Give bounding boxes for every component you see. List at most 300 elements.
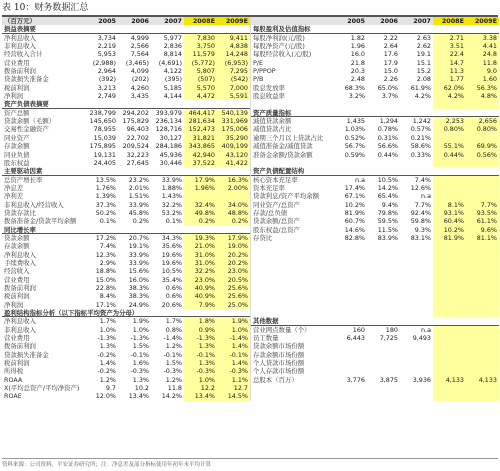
table-row: [2, 342, 250, 350]
table-row: [2, 376, 250, 384]
forecast-value-cell: [433, 176, 466, 184]
value-cell: [400, 351, 433, 359]
empty-cell: [433, 251, 466, 259]
spacer-row: [251, 276, 499, 284]
left-panel: [2, 17, 251, 401]
value-cell: 92.4%: [410, 208, 431, 217]
value-cell: 9.3%: [414, 225, 431, 234]
table-row: [251, 176, 499, 184]
forecast-value-cell: [433, 334, 466, 342]
year-header-forecast: 2009E: [466, 17, 499, 25]
value-cell: (3,465): [125, 58, 149, 67]
table-row: [2, 276, 250, 284]
table-row: [2, 259, 250, 267]
empty-cell: [466, 276, 499, 284]
table-row: [251, 75, 499, 83]
empty-cell: [251, 309, 334, 317]
table-row: [251, 334, 499, 342]
row-label: 准备金余额/贷款余额: [253, 150, 313, 159]
forecast-value-cell: [433, 192, 466, 200]
forecast-value-cell: 40.9%: [184, 292, 217, 300]
forecast-value-cell: -0.1%: [184, 351, 217, 359]
value-cell: 1.76%: [95, 183, 116, 192]
row-label: 贷款损失准备金: [4, 350, 49, 359]
year-header: 2006: [380, 17, 398, 25]
value-cell: 5,977: [163, 33, 182, 42]
spacer-row: [251, 259, 499, 267]
empty-cell: [433, 384, 466, 392]
empty-cell: [251, 267, 334, 275]
value-cell: 4,260: [130, 83, 149, 92]
row-label: 贷款余额（毛额）: [4, 117, 56, 126]
row-label: 拨备前利润: [4, 284, 36, 292]
value-cell: 33.9%: [128, 250, 149, 259]
value-cell: 14.6%: [344, 225, 365, 234]
row-label: 每股净资产(元/股): [253, 42, 305, 51]
table-row: [2, 326, 250, 334]
forecast-value-cell: [466, 192, 499, 200]
section-title: 其他数据: [251, 317, 499, 325]
table-row: [251, 367, 499, 375]
row-label: 营业网点数量（个）: [253, 325, 311, 334]
forecast-value-cell: 0.44%: [433, 151, 466, 159]
row-label: 所得税: [4, 367, 24, 376]
value-cell: -1.3%: [130, 334, 149, 343]
value-cell: -0.2%: [97, 350, 116, 359]
value-cell: [334, 342, 367, 350]
forecast-value-cell: 17.9%: [184, 176, 217, 184]
value-cell: 14.2%: [161, 392, 182, 401]
empty-cell: [334, 276, 367, 284]
value-cell: 10.2%: [344, 200, 365, 209]
forecast-value-cell: 0.9%: [184, 326, 217, 334]
value-cell: 1.82: [350, 33, 365, 42]
row-label: 同业资产: [4, 133, 30, 142]
forecast-value-cell: 7.9%: [184, 301, 217, 309]
row-label: 非利息收入: [4, 325, 36, 334]
forecast-value-cell: 31,821: [184, 134, 217, 142]
row-label: 净利息收入: [4, 317, 36, 326]
spacer-row: [251, 159, 499, 167]
table-row: [2, 134, 250, 142]
empty-cell: [334, 284, 367, 292]
empty-cell: [466, 159, 499, 167]
forecast-value-cell: 14,248: [217, 50, 250, 58]
value-cell: [400, 342, 433, 350]
empty-cell: [251, 251, 334, 259]
table-row: [2, 292, 250, 300]
value-cell: 1.3%: [132, 375, 149, 384]
value-cell: 0.21%: [410, 133, 431, 142]
year-header-forecast: 2009E: [217, 17, 250, 25]
spacer-row: [251, 292, 499, 300]
value-cell: [400, 359, 433, 367]
row-label: 营业费用: [4, 334, 30, 343]
forecast-value-cell: 3.38: [466, 34, 499, 42]
forecast-value-cell: 1.60: [466, 75, 499, 83]
value-cell: 1.3%: [99, 342, 116, 351]
empty-cell: [466, 384, 499, 392]
value-cell: 15.1: [416, 58, 431, 67]
value-cell: 0.1%: [99, 217, 116, 226]
forecast-value-cell: 2.71: [433, 34, 466, 42]
row-label: 股东权益/总资产: [253, 225, 300, 234]
value-cell: 61.9%: [410, 83, 431, 92]
forecast-value-cell: 1.96%: [184, 184, 217, 192]
empty-cell: [251, 292, 334, 300]
table-row: [2, 251, 250, 259]
forecast-value-cell: [433, 134, 466, 142]
section-title: 损益表摘要: [2, 25, 250, 33]
value-cell: 38.3%: [128, 284, 149, 292]
forecast-value-cell: 9.6%: [466, 226, 499, 234]
value-cell: 27,645: [126, 158, 149, 167]
source-note: 资料来源：公司资料，平安证券研究所；注：净息差及部分指标使用年初年末平均计算: [2, 458, 498, 468]
row-label: P/B: [253, 75, 264, 84]
row-label: 经营收入: [4, 267, 30, 276]
row-label: P/PPOP: [253, 67, 276, 76]
row-label: 净利息收入: [4, 250, 36, 259]
value-cell: 3,213: [97, 83, 116, 92]
table-row: [2, 67, 250, 75]
empty-cell: [334, 292, 367, 300]
spacer-row: [251, 301, 499, 309]
value-cell: 30,446: [159, 158, 182, 167]
value-cell: 33.9%: [128, 200, 149, 209]
year-header: 2007: [413, 17, 431, 25]
row-label: 拨备前利润: [4, 67, 36, 76]
forecast-value-cell: [466, 184, 499, 192]
forecast-value-cell: 3.51: [433, 42, 466, 50]
empty-cell: [400, 284, 433, 292]
row-label: 净利润: [4, 92, 24, 101]
forecast-value-cell: (542): [217, 75, 250, 83]
forecast-value-cell: -0.3%: [184, 367, 217, 375]
forecast-value-cell: 12.2: [184, 384, 217, 392]
value-cell: n.a: [421, 325, 431, 334]
forecast-value-cell: 41,422: [217, 159, 250, 167]
section-header-row: [251, 109, 499, 117]
value-cell: 8,814: [163, 50, 182, 59]
forecast-value-cell: 19.3%: [184, 234, 217, 242]
forecast-value-cell: 22.4: [433, 50, 466, 58]
value-cell: 17.2%: [95, 233, 116, 242]
forecast-value-cell: [466, 359, 499, 367]
table-row: [2, 142, 250, 150]
row-label: 拨备准备金/贷款平均余额: [4, 217, 77, 226]
forecast-value-cell: 175,006: [217, 125, 250, 133]
forecast-value-cell: [217, 192, 250, 200]
row-label: 贷款利息/资产平均余额: [253, 192, 320, 201]
value-cell: 3,435: [130, 92, 149, 101]
value-cell: 2.01%: [128, 183, 149, 192]
value-cell: 128,716: [155, 125, 182, 134]
empty-cell: [334, 301, 367, 309]
value-cell: 1.03%: [344, 125, 365, 134]
right-header-label: [251, 17, 334, 25]
value-cell: 2,749: [97, 92, 116, 101]
empty-cell: [400, 251, 433, 259]
value-cell: 60.7%: [344, 217, 365, 226]
table-row: [2, 301, 250, 309]
value-cell: 34.3%: [161, 233, 182, 242]
forecast-value-cell: [433, 367, 466, 375]
forecast-value-cell: 31.0%: [184, 251, 217, 259]
table-row: [251, 376, 499, 384]
table-row: [251, 359, 499, 367]
table-row: [2, 75, 250, 83]
table-row: [251, 351, 499, 359]
value-cell: 3.7%: [381, 92, 398, 101]
forecast-value-cell: 4,133: [433, 376, 466, 384]
table-row: [2, 209, 250, 217]
empty-cell: [251, 276, 334, 284]
table-row: [251, 326, 499, 334]
empty-cell: [433, 309, 466, 317]
forecast-value-cell: [466, 334, 499, 342]
value-cell: 4.2%: [414, 92, 431, 101]
row-label: 存款余额市场份额: [253, 350, 305, 359]
row-label: 非利息收入/经营收入: [4, 200, 64, 209]
value-cell: 56.7%: [344, 142, 365, 151]
forecast-value-cell: 81.1%: [466, 234, 499, 242]
value-cell: 45,936: [159, 150, 182, 159]
row-label: 股息发放率: [253, 83, 285, 92]
value-cell: (2,988): [92, 58, 116, 67]
row-label: 贷款余额/总资产: [253, 217, 300, 226]
row-label: 每股经营收入(元/股): [253, 50, 312, 59]
value-cell: 0.33%: [410, 150, 431, 159]
value-cell: 2.62: [416, 42, 431, 51]
empty-cell: [334, 392, 367, 400]
year-header: 2005: [98, 17, 116, 25]
forecast-value-cell: 11.3: [433, 67, 466, 75]
forecast-value-cell: -0.3%: [217, 367, 250, 375]
row-label: 营业费用: [4, 58, 30, 67]
forecast-value-cell: 7.7%: [466, 201, 499, 209]
section-title: 每股盈利及估值指标: [251, 25, 499, 33]
forecast-value-cell: 93.1%: [433, 209, 466, 217]
value-cell: 0.78%: [377, 125, 398, 134]
spacer-row: [251, 384, 499, 392]
value-cell: 0.59%: [344, 150, 365, 159]
value-cell: 23.2%: [128, 175, 149, 184]
empty-cell: [334, 242, 367, 250]
forecast-value-cell: 409,199: [217, 142, 250, 150]
value-cell: 14.2%: [377, 183, 398, 192]
forecast-value-cell: 2,656: [466, 117, 499, 125]
value-cell: -1.3%: [97, 334, 116, 343]
section-header-row: [2, 25, 250, 33]
forecast-value-cell: [466, 134, 499, 142]
value-cell: 5,185: [163, 83, 182, 92]
row-label: 个人贷款市场份额: [253, 359, 305, 368]
forecast-value-cell: 24.8: [466, 50, 499, 58]
value-cell: 17.6: [383, 50, 398, 59]
forecast-value-cell: 1.3%: [184, 359, 217, 367]
forecast-value-cell: 2,253: [433, 117, 466, 125]
table-row: [2, 192, 250, 200]
value-cell: -1.4%: [163, 334, 182, 343]
table-row: [251, 50, 499, 58]
empty-cell: [251, 384, 334, 392]
row-label: 税前利润: [4, 292, 30, 301]
row-label: 核心资本充足率: [253, 175, 298, 184]
table-row: [251, 84, 499, 92]
empty-cell: [251, 259, 334, 267]
row-label: 总资产增长率: [4, 175, 43, 184]
value-cell: 1.39%: [95, 192, 116, 201]
table-row: [2, 267, 250, 275]
value-cell: 15,039: [93, 133, 116, 142]
value-cell: 15.2: [416, 67, 431, 76]
value-cell: (4,691): [158, 58, 182, 67]
forecast-value-cell: 10.2%: [433, 226, 466, 234]
forecast-value-cell: 20.5%: [217, 276, 250, 284]
table-row: [2, 84, 250, 92]
empty-cell: [400, 267, 433, 275]
value-cell: 10.5%: [161, 267, 182, 276]
empty-cell: [251, 100, 334, 108]
row-label: 非利息收入: [4, 42, 36, 51]
row-label: 減值贷款余额: [253, 117, 292, 126]
forecast-value-cell: [184, 192, 217, 200]
value-cell: [367, 342, 400, 350]
empty-cell: [251, 284, 334, 292]
value-cell: 11.8: [167, 384, 182, 393]
year-header: 2006: [131, 17, 149, 25]
empty-cell: [334, 309, 367, 317]
forecast-value-cell: 42,940: [184, 151, 217, 159]
value-cell: 160: [352, 325, 365, 334]
row-label: 同业负债: [4, 150, 30, 159]
empty-cell: [400, 384, 433, 392]
value-cell: 20.6%: [161, 300, 182, 309]
table-row: [251, 34, 499, 42]
forecast-value-cell: 1.8%: [184, 317, 217, 325]
forecast-value-cell: 23.0%: [217, 267, 250, 275]
value-cell: 0.52%: [344, 133, 365, 142]
table-row: [2, 234, 250, 242]
empty-cell: [334, 100, 367, 108]
value-cell: 2,566: [130, 42, 149, 51]
table-row: [2, 125, 250, 133]
forecast-value-cell: -0.1%: [217, 351, 250, 359]
empty-cell: [433, 276, 466, 284]
table-row: [2, 367, 250, 375]
empty-cell: [400, 309, 433, 317]
section-title: 资产负债表摘要: [2, 100, 250, 108]
table-row: [251, 192, 499, 200]
table-row: [2, 392, 250, 400]
empty-cell: [251, 392, 334, 400]
spacer-row: [251, 100, 499, 108]
value-cell: 2,219: [97, 42, 116, 51]
row-label: 净利差: [4, 192, 24, 201]
table-row: [251, 217, 499, 225]
value-cell: 19.6%: [161, 258, 182, 267]
forecast-value-cell: 60.4%: [433, 217, 466, 225]
forecast-value-cell: 1.0%: [184, 376, 217, 384]
value-cell: 65.4%: [377, 192, 398, 201]
row-label: 净利润: [4, 300, 24, 309]
value-cell: 1.0%: [99, 325, 116, 334]
empty-cell: [334, 159, 367, 167]
empty-cell: [367, 292, 400, 300]
value-cell: 33.9%: [161, 175, 182, 184]
forecast-value-cell: [466, 176, 499, 184]
value-cell: 53.2%: [161, 208, 182, 217]
value-cell: 18.8%: [95, 267, 116, 276]
value-cell: 1.2%: [165, 375, 182, 384]
header-row-right: [251, 17, 499, 25]
value-cell: 238,799: [89, 108, 116, 117]
value-cell: 9.4%: [381, 200, 398, 209]
value-cell: 67.1%: [344, 192, 365, 201]
forecast-value-cell: 5,807: [184, 67, 217, 75]
value-cell: 4,144: [163, 92, 182, 101]
row-label: 存贷比: [253, 233, 273, 242]
value-cell: 2,964: [97, 67, 116, 76]
row-label: X(平均总资产/平均净资产): [4, 384, 80, 393]
value-cell: 37.3%: [95, 200, 116, 209]
spacer-row: [251, 242, 499, 250]
row-label: 总股本（百万）: [253, 375, 298, 384]
value-cell: 35.6%: [161, 242, 182, 251]
value-cell: 78,955: [93, 125, 116, 134]
value-cell: 236,134: [155, 117, 182, 126]
forecast-value-cell: 4,838: [217, 42, 250, 50]
value-cell: 96,403: [126, 125, 149, 134]
row-label: 存款余额: [4, 242, 30, 251]
value-cell: 2.22: [383, 33, 398, 42]
forecast-value-cell: 21.0%: [184, 242, 217, 250]
row-label: 每股净利润(元/股): [253, 33, 305, 42]
table-row: [2, 384, 250, 392]
row-label: 资本充足率: [253, 183, 285, 192]
forecast-value-cell: 1.4%: [217, 342, 250, 350]
value-cell: 24,405: [93, 158, 116, 167]
value-cell: 32,223: [126, 150, 149, 159]
value-cell: 2.9%: [99, 258, 116, 267]
value-cell: 3,734: [97, 33, 116, 42]
section-header-row: [251, 25, 499, 33]
table-row: [2, 176, 250, 184]
table-row: [251, 226, 499, 234]
empty-cell: [466, 251, 499, 259]
forecast-value-cell: 61.1%: [466, 217, 499, 225]
value-cell: 1.0%: [132, 325, 149, 334]
value-cell: 1.2%: [99, 375, 116, 384]
row-label: 减值贷款占比: [253, 125, 292, 134]
section-header-row: [2, 309, 250, 317]
empty-cell: [433, 159, 466, 167]
row-label: 贷款存款比: [4, 208, 36, 217]
forecast-value-cell: 48.8%: [217, 209, 250, 217]
value-cell: -0.3%: [163, 367, 182, 376]
forecast-value-cell: (6,953): [217, 59, 250, 67]
forecast-value-cell: 4.41: [466, 42, 499, 50]
table-row: [2, 351, 250, 359]
table-row: [251, 142, 499, 150]
value-cell: 38.3%: [128, 292, 149, 301]
value-cell: -0.1%: [130, 350, 149, 359]
row-label: 股息收益率: [253, 92, 285, 101]
left-body: [2, 25, 250, 400]
table-row: [2, 109, 250, 117]
value-cell: 50.2%: [95, 208, 116, 217]
value-cell: 19.1%: [128, 242, 149, 251]
